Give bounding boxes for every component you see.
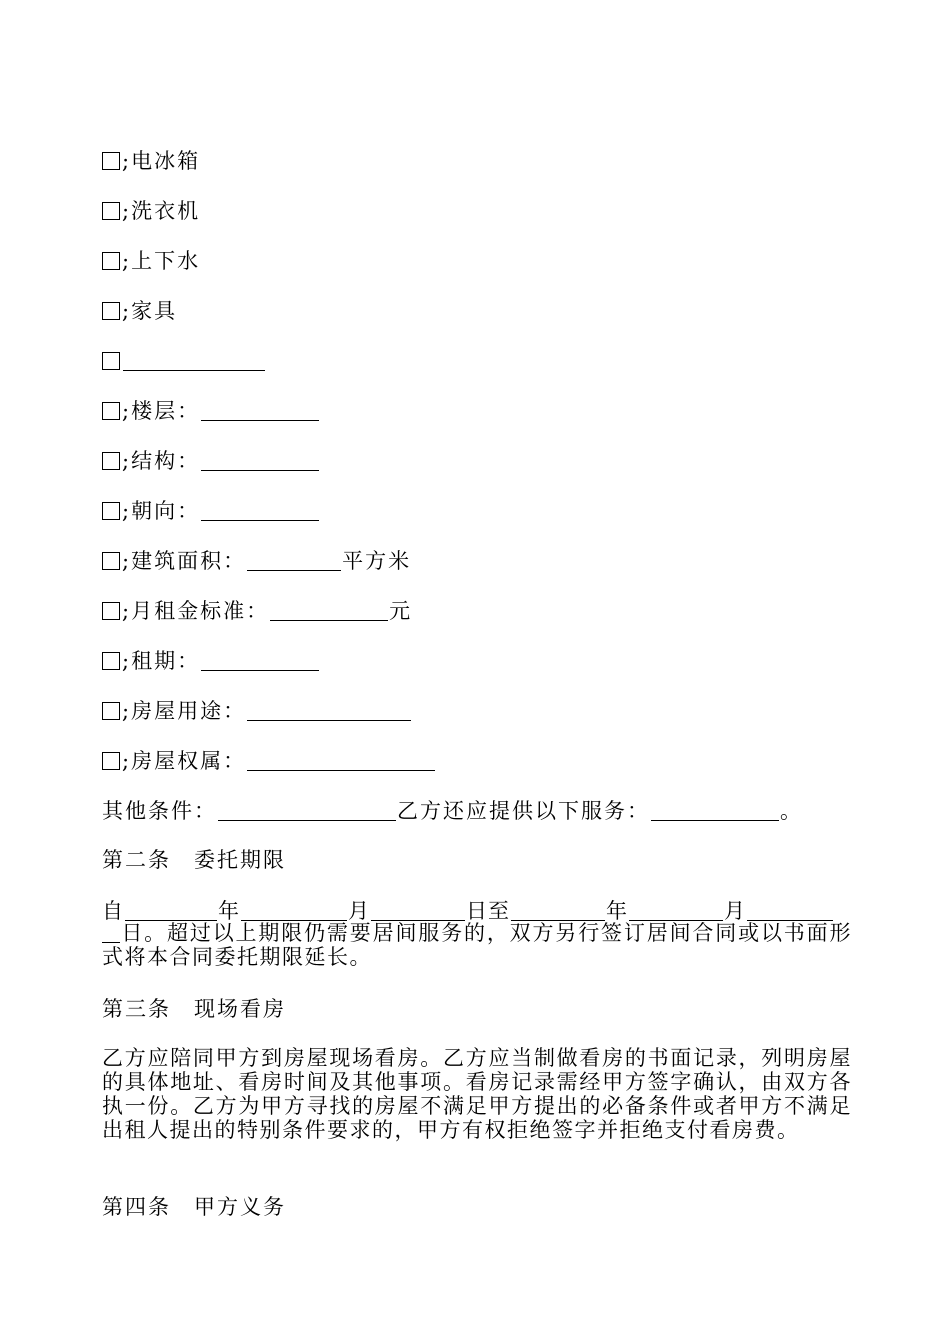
term-extension-body: 日。超过以上期限仍需要居间服务的，双方另行签订居间合同或以书面形式将本合同委托期限延长。	[102, 921, 852, 969]
term-extension-text	[102, 921, 852, 969]
blank-field[interactable]	[201, 452, 319, 471]
checklist-item-area	[102, 548, 411, 574]
blank-field[interactable]	[747, 902, 833, 921]
checkbox[interactable]	[102, 552, 120, 570]
blank-field[interactable]	[270, 602, 388, 621]
period-mark: 。	[780, 799, 803, 823]
checklist-item-term	[102, 648, 320, 674]
checkbox[interactable]	[102, 352, 120, 370]
checkbox[interactable]	[102, 302, 120, 320]
checklist-label: ;上下水	[122, 249, 201, 273]
checklist-item-other	[102, 348, 266, 374]
year-label: 年	[606, 899, 628, 923]
checklist-label: ;建筑面积：	[122, 549, 247, 573]
checkbox[interactable]	[102, 202, 120, 220]
blank-field[interactable]	[123, 352, 265, 371]
blank-field[interactable]	[629, 902, 723, 921]
month-label: 月	[724, 899, 746, 923]
checklist-item-washer	[102, 198, 200, 224]
checklist-label: ;电冰箱	[122, 149, 201, 173]
month-label: 月	[348, 899, 370, 923]
checkbox[interactable]	[102, 502, 120, 520]
checklist-label: ;楼层：	[122, 399, 201, 423]
other-conditions-line	[102, 798, 803, 824]
blank-field[interactable]	[102, 924, 120, 943]
unit-label: 元	[389, 599, 413, 623]
checklist-label: ;家具	[122, 299, 178, 323]
checklist-item-structure	[102, 448, 320, 474]
checklist-item-ownership	[102, 748, 436, 774]
checklist-label: ;房屋权属：	[122, 749, 247, 773]
blank-field[interactable]	[651, 802, 779, 821]
blank-field[interactable]	[241, 902, 347, 921]
year-label: 年	[218, 899, 240, 923]
blank-field[interactable]	[247, 552, 341, 571]
blank-field[interactable]	[511, 902, 605, 921]
checklist-item-furniture	[102, 298, 177, 324]
checkbox[interactable]	[102, 152, 120, 170]
checkbox[interactable]	[102, 702, 120, 720]
checkbox[interactable]	[102, 252, 120, 270]
blank-field[interactable]	[247, 752, 435, 771]
checkbox[interactable]	[102, 452, 120, 470]
article-2-heading: 第二条 委托期限	[102, 848, 286, 872]
checkbox[interactable]	[102, 602, 120, 620]
blank-field[interactable]	[201, 402, 319, 421]
checklist-label: ;朝向：	[122, 499, 201, 523]
article-3-body: 乙方应陪同甲方到房屋现场看房。乙方应当制做看房的书面记录，列明房屋的具体地址、看房时间及其他事项。看房记录需经甲方签字确认，由双方各执一份。乙方为甲方寻找的房屋不满足甲方提出的必备条件或者甲方不满足出租人提出的特别条件要求的，甲方有权拒绝签字并拒绝支付看房费。	[102, 1046, 852, 1142]
checklist-label: ;租期：	[122, 649, 201, 673]
checklist-label: ;结构：	[122, 449, 201, 473]
services-label: 乙方还应提供以下服务：	[397, 799, 650, 823]
checklist-item-usage	[102, 698, 412, 724]
other-conditions-label: 其他条件：	[102, 799, 217, 823]
day-to-label: 日至	[466, 899, 510, 923]
blank-field[interactable]	[125, 902, 217, 921]
article-4-heading: 第四条 甲方义务	[102, 1195, 286, 1219]
checklist-label: ;房屋用途：	[122, 699, 247, 723]
blank-field[interactable]	[371, 902, 465, 921]
blank-field[interactable]	[201, 652, 319, 671]
checkbox[interactable]	[102, 402, 120, 420]
checklist-item-refrigerator	[102, 148, 200, 174]
article-3-heading: 第三条 现场看房	[102, 997, 286, 1021]
blank-field[interactable]	[218, 802, 396, 821]
checkbox[interactable]	[102, 752, 120, 770]
checklist-item-rent	[102, 598, 412, 624]
checkbox[interactable]	[102, 652, 120, 670]
blank-field[interactable]	[201, 502, 319, 521]
checklist-label: ;洗衣机	[122, 199, 201, 223]
checklist-label: ;月租金标准：	[122, 599, 270, 623]
unit-label: 平方米	[342, 549, 412, 573]
blank-field[interactable]	[247, 702, 411, 721]
checklist-item-orientation	[102, 498, 320, 524]
from-label: 自	[102, 899, 124, 923]
checklist-item-floor	[102, 398, 320, 424]
checklist-item-plumbing	[102, 248, 200, 274]
